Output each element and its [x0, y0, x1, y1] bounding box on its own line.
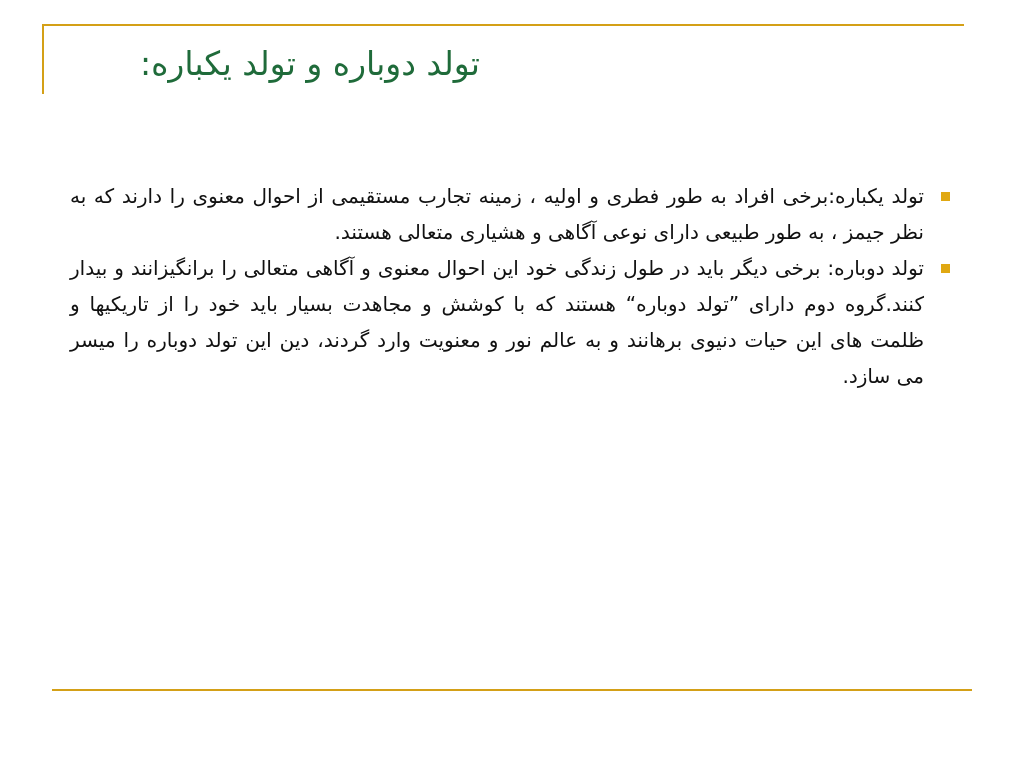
title-frame-top-line: [42, 24, 964, 26]
title-frame-left-line: [42, 24, 44, 94]
square-bullet-icon: [941, 192, 950, 201]
bullet-text: تولد یکباره:برخی افراد به طور فطری و اولیه ، زمینه تجارب مستقیمی از احوال معنوی را دارند که به نظر جیمز ، به طور طبیعی دارای نوعی آگاهی و هشیاری متعالی هستند.: [70, 184, 924, 244]
bullet-text: تولد دوباره: برخی دیگر باید در طول زندگی خود این احوال معنوی و آگاهی متعالی را برانگیزانند و بیدار کنند.گروه دوم دارای ”تولد دوباره“ هستند که با کوشش و مجاهدت بسیار باید خود را از تاریکیها و ظلمت های این حیات دنیوی برهانند و به عالم نور و معنویت وارد گردند، دین این تولد دوباره را میسر می سازد.: [70, 256, 924, 388]
square-bullet-icon: [941, 264, 950, 273]
slide-content: [70, 178, 950, 394]
bullet-list: [70, 178, 950, 394]
slide-title: تولد دوباره و تولد یکباره:: [140, 44, 480, 83]
footer-divider-line: [52, 689, 972, 691]
bullet-item-born-twice: [70, 250, 950, 394]
bullet-item-born-once: [70, 178, 950, 250]
